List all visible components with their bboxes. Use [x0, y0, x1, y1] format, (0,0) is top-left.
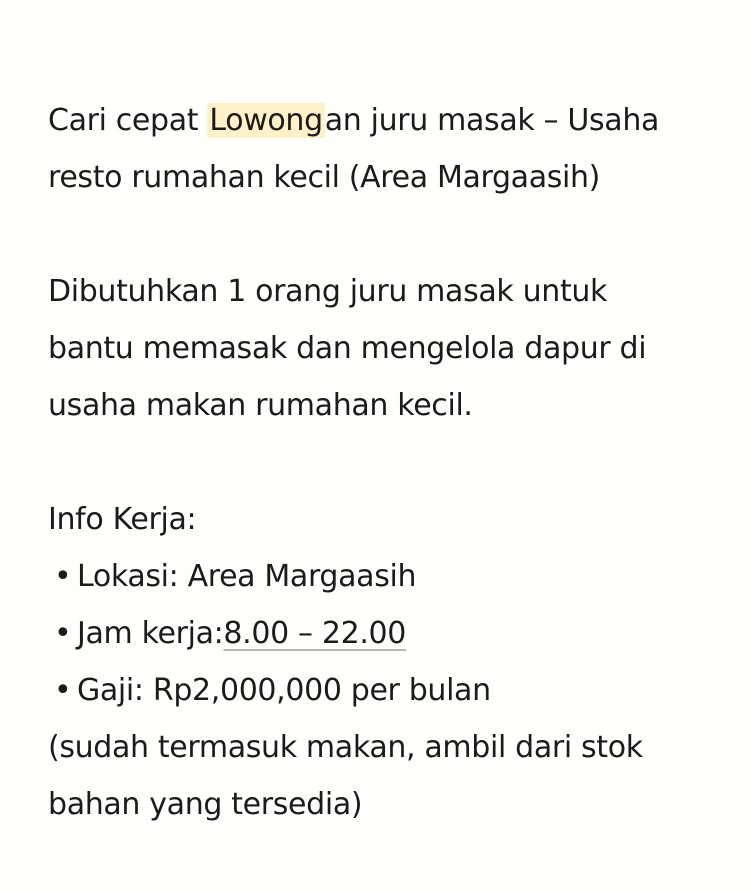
- bullet-icon: •: [54, 559, 72, 594]
- working-hours-link[interactable]: 8.00 – 22.00: [223, 616, 406, 651]
- description-line-2: bantu memasak dan mengelola dapur di: [48, 331, 647, 366]
- description-line-3: usaha makan rumahan kecil.: [48, 388, 473, 423]
- highlighted-search-text: Lowong: [209, 103, 323, 138]
- bullet-item-salary: [48, 662, 710, 719]
- job-title-line-2: resto rumahan kecil (Area Margaasih): [48, 160, 601, 195]
- bullet-location-text: Lokasi: Area Margaasih: [77, 559, 417, 594]
- footnote-line-2: bahan yang tersedia): [48, 787, 363, 822]
- info-heading: Info Kerja:: [48, 502, 197, 537]
- description-line-1: Dibutuhkan 1 orang juru masak untuk: [48, 274, 608, 309]
- bullet-icon: •: [54, 673, 72, 708]
- paragraph-spacer: [48, 206, 710, 263]
- footnote-line-1: (sudah termasuk makan, ambil dari stok: [48, 730, 643, 765]
- bullet-hours-label: Jam kerja:: [77, 616, 224, 651]
- bullet-icon: •: [54, 616, 72, 651]
- bullet-salary-text: Gaji: Rp2,000,000 per bulan: [77, 673, 491, 708]
- title-suffix: an juru masak – Usaha: [324, 103, 660, 138]
- bullet-item-location: [48, 548, 710, 605]
- title-prefix: Cari cepat: [48, 103, 208, 138]
- bullet-item-hours: [48, 605, 710, 662]
- paragraph-spacer: [48, 434, 710, 491]
- job-title-line-1: [48, 92, 710, 149]
